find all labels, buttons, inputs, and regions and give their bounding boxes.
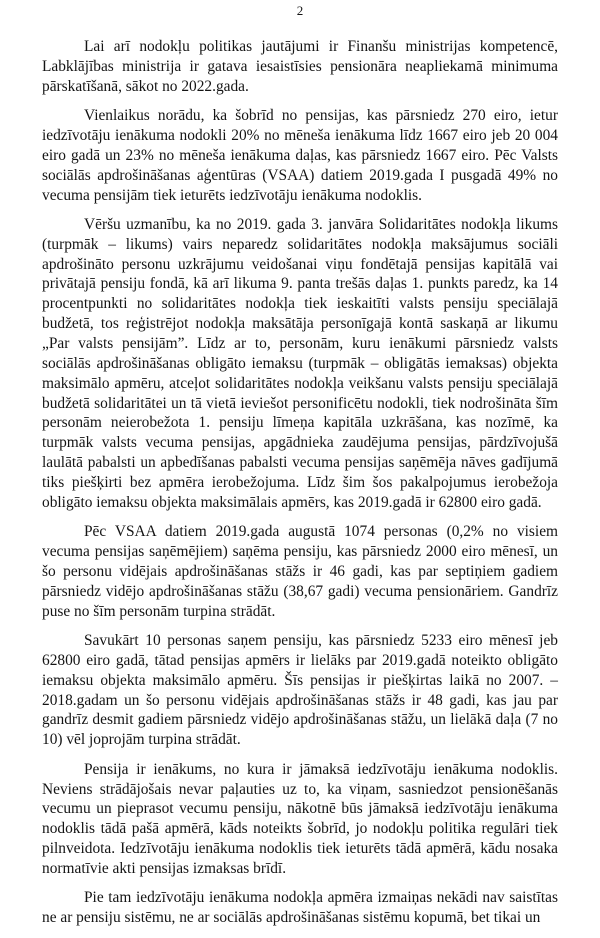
- paragraph-income-tax-rates: Vienlaikus norādu, ka šobrīd no pensijas, kas pārsniedz 270 eiro, ietur iedzīvotāju ienākuma nodokli 20% no mēneša ienākuma līdz 1667 eiro jeb 20 004 eiro gadā un 23% no mēneša ienākuma daļas, kas pārsniedz 1667 eiro. Pēc Valsts sociālās apdrošināšanas aģentūras (VSAA) datiem 2019.gada I pusgadā 49% no vecuma pensijām tiek ieturēts iedzīvotāju ienākuma nodoklis.: [42, 107, 558, 204]
- paragraph-vsaa-statistics: Pēc VSAA datiem 2019.gada augustā 1074 personas (0,2% no visiem vecuma pensijas saņēmējiem) saņēma pensiju, kas pārsniedz 2000 eiro mēnesī, un šo personu vidējais apdrošināšanas stāžs ir 46 gadi, kas par septiņiem gadiem pārsniedz vidējo apdrošināšanas stāžu (38,67 gadi) vecuma pensionāriem. Gandrīz puse no šīm personām turpina strādāt.: [42, 523, 558, 620]
- paragraph-high-pensions: Savukārt 10 personas saņem pensiju, kas pārsniedz 5233 eiro mēnesī jeb 62800 eiro gadā, tātad pensijas apmērs ir lielāks par 2019.gadā noteikto obligāto iemaksu objekta maksimālo apmēru. Šīs pensijas ir piešķirtas laikā no 2007. – 2018.gadam un šo personu vidējais apdrošināšanas stāžs ir 48 gadi, kas jau par gandrīz desmit gadiem pārsniedz vidējo apdrošināšanas stāžu, un lielākā daļa (7 no 10) vēl joprojām turpina strādāt.: [42, 632, 558, 749]
- document-body: [42, 37, 558, 938]
- paragraph-solidarity-tax: Vēršu uzmanību, ka no 2019. gada 3. janvāra Solidaritātes nodokļa likums (turpmāk – likums) vairs neparedz solidaritātes nodokļa maksājumus sociāli apdrošināto personu uzkrājumu veidošanai viņu fondētajā pensijas kapitālā vai privātajā pensiju fondā, kā arī likuma 9. panta trešās daļas 1. punkts paredz, ka 14 procentpunkti no solidaritātes nodokļa tiek ieskaitīti valsts pensiju speciālajā budžetā, tos reģistrējot nodokļa maksātāja personīgajā kontā saskaņā ar likumu „Par valsts pensijām”. Līdz ar to, personām, kuru ienākumi pārsniedz valsts sociālās apdrošināšanas obligāto iemaksu (turpmāk – obligātās iemaksas) objekta maksimālo apmēru, atceļot solidaritātes nodokļa veikšanu valsts pensiju speciālajā budžetā solidaritātei un tā vietā ieviešot personificētu nodokli, tiek nodrošināta šīm personām neierobežota 1. pensiju līmeņa kapitāla uzkrāšana, kas nozīmē, ka turpmāk valsts vecuma pensijas, apgādnieka zaudējuma pensijas, pārdzīvojušā laulātā pabalsti un apbedīšanas pabalsti vecuma pensijas saņēmēja nāves gadījumā tiks piešķirti bez apmēra ierobežojuma. Līdz šim šos pakalpojumus ierobežoja obligāto iemaksu objekta maksimālais apmērs, kas 2019.gadā ir 62800 eiro gadā.: [42, 215, 558, 511]
- paragraph-pension-is-income: Pensija ir ienākums, no kura ir jāmaksā iedzīvotāju ienākuma nodoklis. Neviens strādājošais nevar paļauties uz to, ka viņam, sasniedzot pensionēšanās vecumu un pieprasot vecumu pensiju, nākotnē būs jāmaksā iedzīvotāju ienākuma nodoklis tādā pašā apmērā, kāds noteikts šobrīd, jo nodokļu politika regulāri tiek pilnveidota. Iedzīvotāju ienākuma nodoklis tiek ieturēts tādā apmērā, kādu nosaka normatīvie akti pensijas izmaksas brīdī.: [42, 760, 558, 877]
- page-number: 2: [296, 3, 304, 18]
- paragraph-tax-policy-competence: Lai arī nodokļu politikas jautājumi ir Finanšu ministrijas kompetencē, Labklājības ministrija ir gatava iesaistīsies pensionāra neapliekamā minimuma pārskatīšanā, sākot no 2022.gada.: [42, 38, 558, 95]
- paragraph-tax-changes: Pie tam iedzīvotāju ienākuma nodokļa apmēra izmaiņas nekādi nav saistītas ne ar pensiju sistēmu, ne ar sociālās apdrošināšanas sistēmu kopumā, bet tikai un: [42, 889, 558, 927]
